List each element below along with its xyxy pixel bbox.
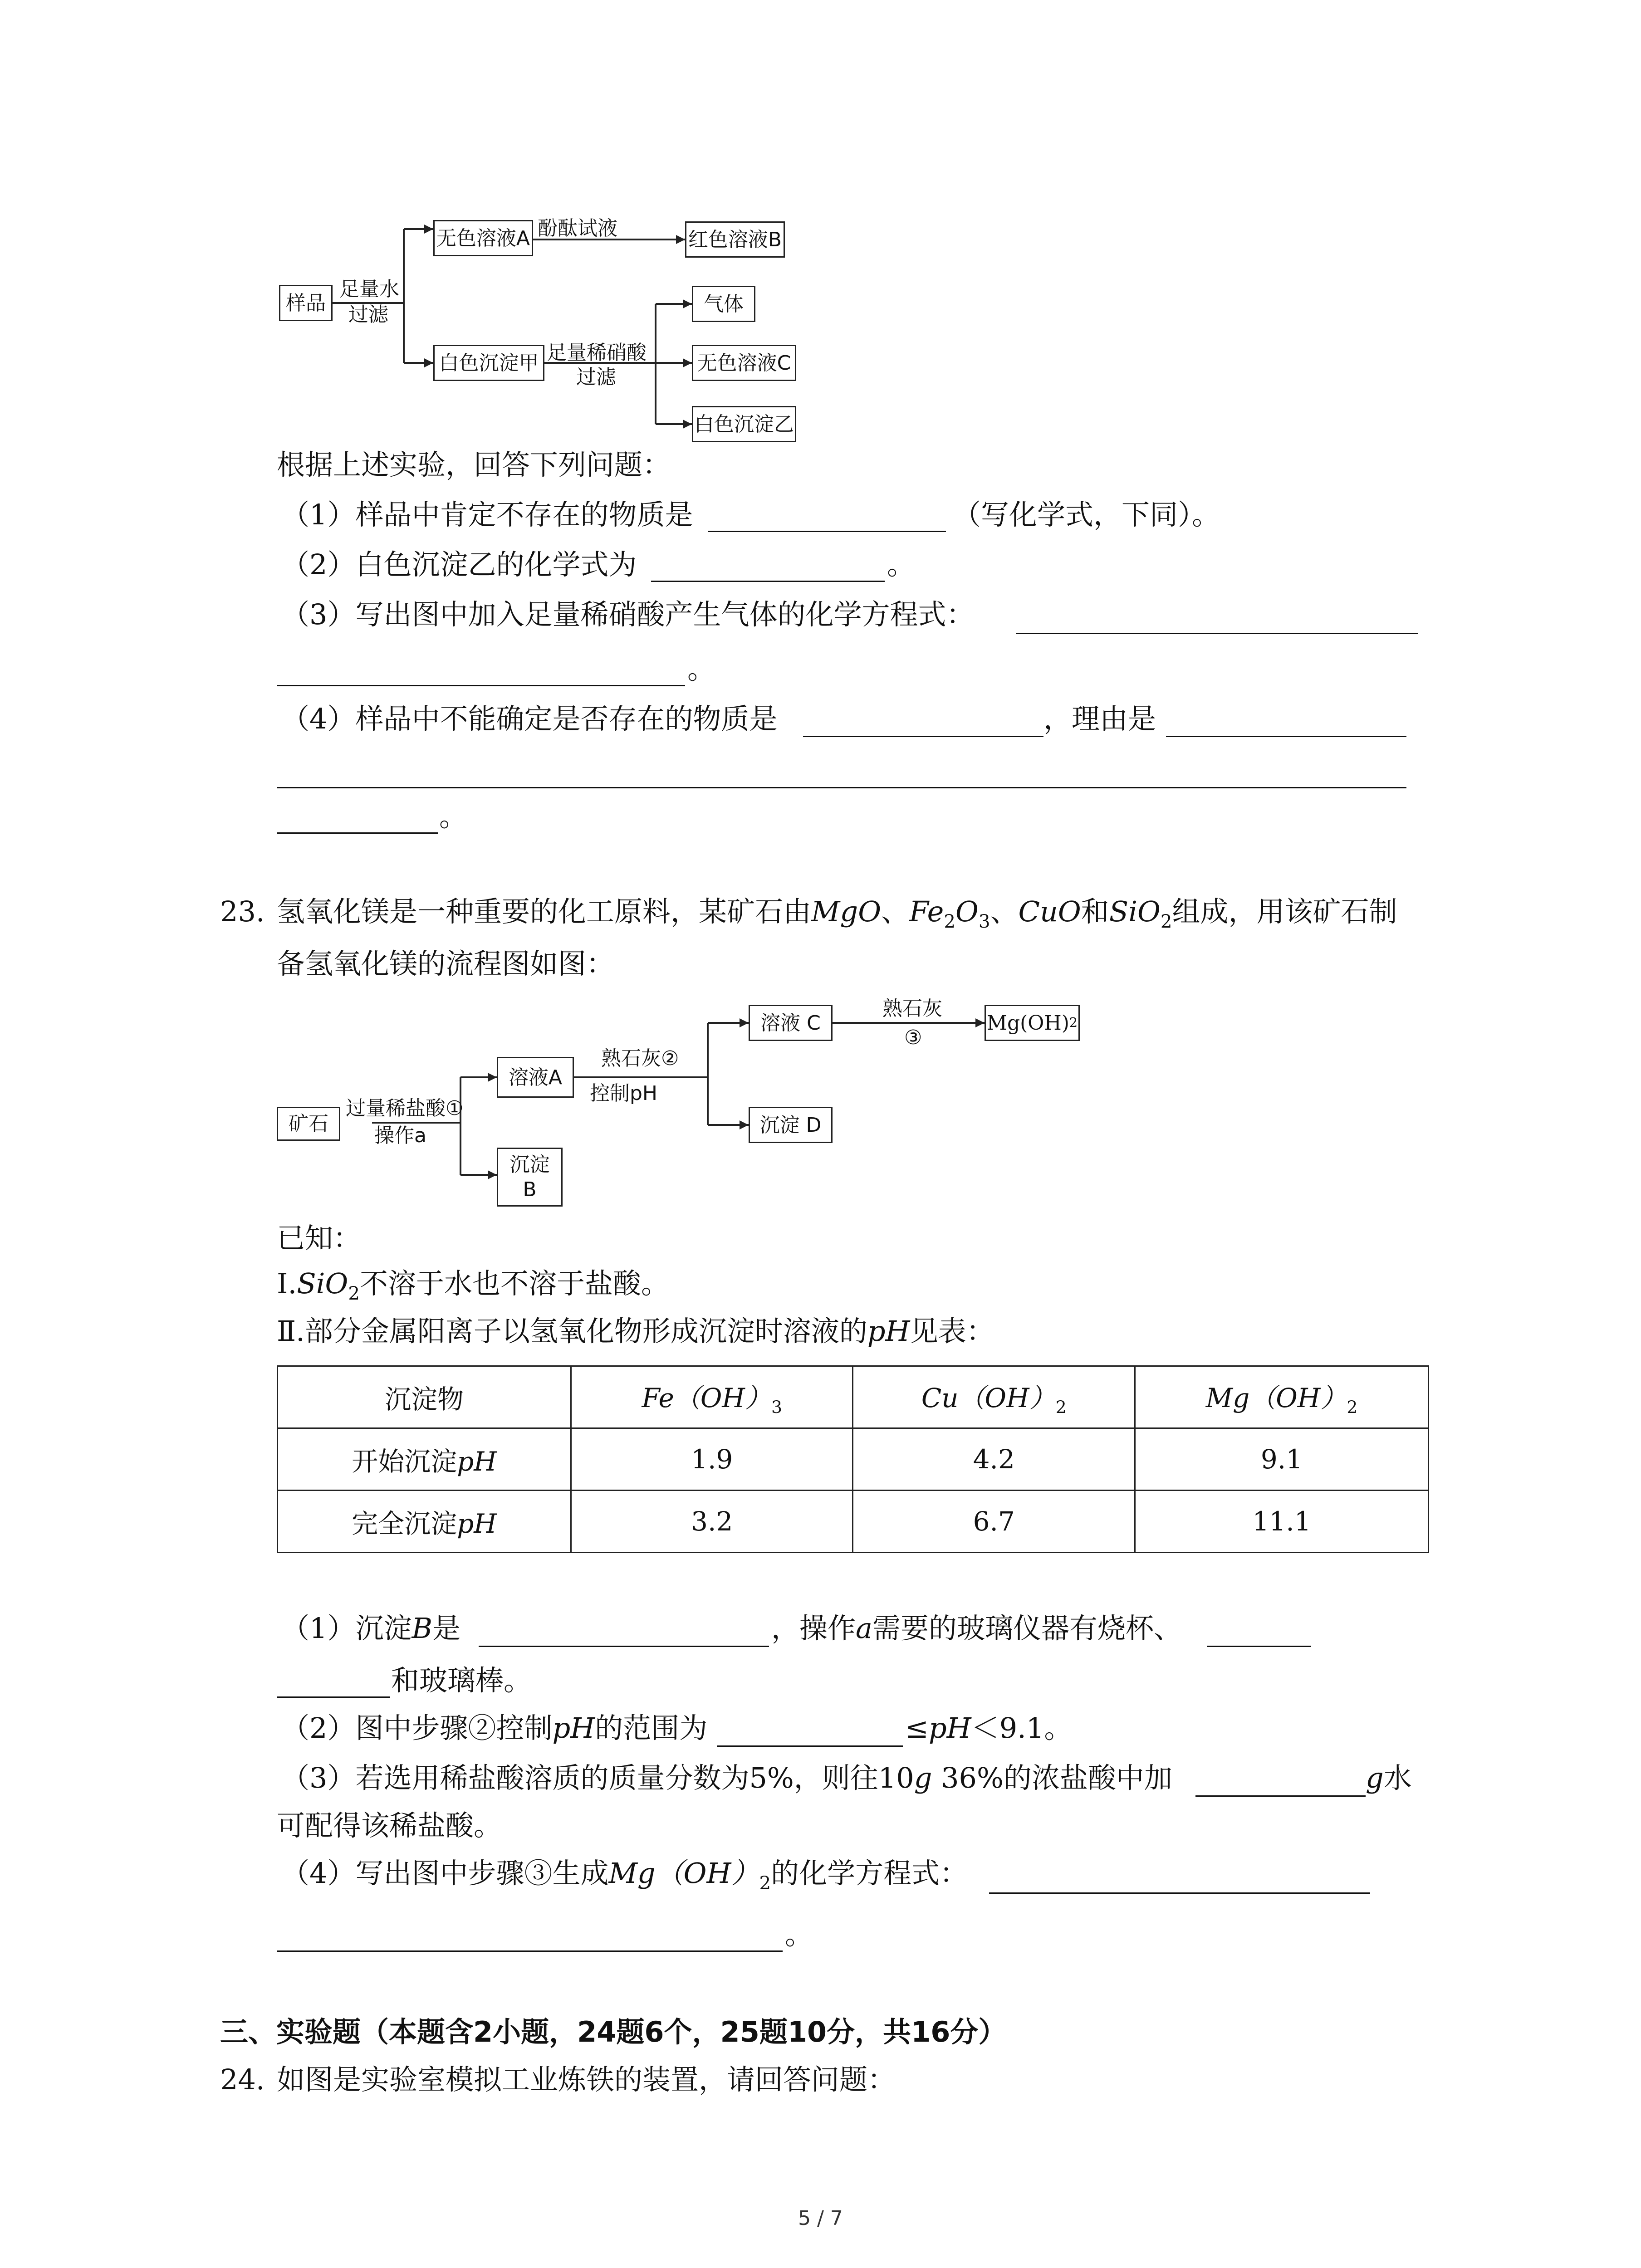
- q23-stem-line2: 备氢氧化镁的流程图如图：: [277, 947, 615, 980]
- nitric-acid-label: 足量稀硝酸: [547, 341, 647, 364]
- q23-1-glassware-blank-line2[interactable]: [277, 1696, 390, 1698]
- q24-number: 24.: [220, 2063, 265, 2096]
- ore-box: 矿石: [277, 1107, 340, 1141]
- q23-2-ph-range-blank[interactable]: [717, 1745, 903, 1747]
- q22-2-end: 。: [887, 548, 916, 581]
- q22-2-prompt: （2）白色沉淀乙的化学式为: [281, 548, 637, 581]
- step1-reagent-label: 足量水: [339, 278, 399, 301]
- solution-a-box-2: 溶液A: [497, 1057, 574, 1098]
- q23-2-end: ≤pH＜9.1。: [905, 1711, 1073, 1745]
- sample-box: 样品: [279, 285, 333, 321]
- precipitate-b-box: [497, 1148, 563, 1207]
- solution-c-box-2: 溶液 C: [749, 1005, 833, 1041]
- gas-box: 气体: [692, 286, 755, 322]
- q23-3-unit: g水: [1366, 1761, 1412, 1794]
- solution-a-box: 无色溶液A: [433, 220, 533, 256]
- q22-3-answer-blank-line1[interactable]: [1016, 633, 1418, 634]
- q22-4-substance-blank[interactable]: [803, 736, 1043, 737]
- q22-4-prompt: （4）样品中不能确定是否存在的物质是: [281, 702, 778, 735]
- q23-3-line2: 可配得该稀盐酸。: [277, 1809, 502, 1842]
- operation-a-label: 操作a: [374, 1124, 426, 1147]
- section-3-heading: 三、实验题（本题含2小题，24题6个，25题10分，共16分）: [220, 2015, 1007, 2048]
- q24-stem: 如图是实验室模拟工业炼铁的装置，请回答问题：: [277, 2063, 896, 2096]
- solution-c-box: 无色溶液C: [692, 345, 796, 381]
- table-row: [278, 1428, 1429, 1491]
- known-heading: 已知：: [277, 1222, 362, 1255]
- q22-3-answer-blank-line2[interactable]: [277, 685, 685, 686]
- control-ph-label: 控制pH: [590, 1082, 658, 1105]
- q23-3-water-mass-blank[interactable]: [1195, 1795, 1366, 1797]
- red-solution-b-box: 红色溶液B: [685, 221, 785, 258]
- q23-4-end: 。: [785, 1918, 813, 1951]
- q22-3-prompt: （3）写出图中加入足量稀硝酸产生气体的化学方程式：: [281, 598, 975, 631]
- q22-1-answer-blank[interactable]: [708, 531, 946, 532]
- known-item-1: Ⅰ.SiO$_2$不溶于水也不溶于盐酸。: [277, 1267, 669, 1305]
- mg-oh-2-product-box: Mg(OH) 2: [985, 1005, 1080, 1041]
- q22-intro: 根据上述实验，回答下列问题：: [277, 448, 671, 481]
- q22-4-reason-blank-line1[interactable]: [1166, 736, 1406, 737]
- q22-1-note: （写化学式，下同）。: [953, 498, 1220, 531]
- q23-1-end: 和玻璃棒。: [391, 1664, 532, 1697]
- hcl-step-label: 过量稀盐酸①: [346, 1097, 464, 1120]
- header-mg-oh-2: $Mg(OH)_2$: [1135, 1366, 1429, 1428]
- q23-1-operation-text: ，操作a需要的玻璃仪器有烧杯、: [771, 1612, 1182, 1645]
- table-cell: 4.2: [853, 1428, 1135, 1491]
- step1-operation-label: 过滤: [348, 303, 388, 326]
- row-label: 完全沉淀pH: [278, 1491, 571, 1553]
- precipitation-ph-table: [277, 1365, 1429, 1553]
- step3-number-label: ③: [904, 1026, 922, 1049]
- table-row: [278, 1491, 1429, 1553]
- header-cu-oh-2: $Cu(OH)_2$: [853, 1366, 1135, 1428]
- q22-4-end: 。: [439, 800, 468, 833]
- precipitate-b-line1: 沉淀: [509, 1153, 550, 1176]
- white-precipitate-jia-box: 白色沉淀甲: [433, 345, 544, 381]
- q22-1-prompt: （1）样品中肯定不存在的物质是: [281, 498, 693, 531]
- known-item-2: Ⅱ.部分金属阳离子以氢氧化物形成沉淀时溶液的pH见表：: [277, 1315, 994, 1348]
- q23-4-equation-blank-line1[interactable]: [989, 1892, 1370, 1894]
- q23-3-prompt: （3）若选用稀盐酸溶质的质量分数为5%，则往10g 36%的浓盐酸中加: [281, 1761, 1172, 1794]
- q23-number: 23.: [220, 895, 265, 928]
- q23-1-prompt: （1）沉淀B是: [281, 1612, 461, 1645]
- q22-3-end: 。: [687, 652, 716, 685]
- table-cell: 11.1: [1135, 1491, 1429, 1553]
- q23-1-glassware-blank-line1[interactable]: [1207, 1646, 1311, 1647]
- page-number: 5 / 7: [798, 2207, 843, 2230]
- table-cell: 6.7: [853, 1491, 1135, 1553]
- q22-2-answer-blank[interactable]: [651, 581, 885, 582]
- precipitate-b-line2: B: [523, 1178, 537, 1201]
- q23-4-prompt: （4）写出图中步骤③生成$Mg(OH)_2$的化学方程式：: [281, 1857, 968, 1894]
- q22-4-reason-label: ，理由是: [1043, 702, 1156, 735]
- header-fe-oh-3: $Fe(OH)_3$: [571, 1366, 853, 1428]
- lime-step2-label: 熟石灰②: [601, 1047, 679, 1070]
- q23-stem-line1: 氢氧化镁是一种重要的化工原料，某矿石由MgO、$Fe_2O_3$、CuO和SiO$_2$组成，用该矿石制: [277, 895, 1397, 933]
- white-precipitate-yi-box: 白色沉淀乙: [692, 406, 796, 442]
- lime-step3-label: 熟石灰: [882, 997, 942, 1020]
- step2-operation-label: 过滤: [576, 366, 616, 389]
- q22-4-reason-blank-line3[interactable]: [277, 832, 438, 834]
- header-precipitate: 沉淀物: [278, 1366, 571, 1428]
- q23-1-precipitate-blank[interactable]: [479, 1646, 769, 1647]
- q22-4-reason-blank-line2[interactable]: [277, 787, 1406, 788]
- table-cell: 3.2: [571, 1491, 853, 1553]
- table-cell: 9.1: [1135, 1428, 1429, 1491]
- table-cell: 1.9: [571, 1428, 853, 1491]
- q23-4-equation-blank-line2[interactable]: [277, 1950, 783, 1952]
- table-header-row: [278, 1366, 1429, 1428]
- q23-2-prompt: （2）图中步骤②控制pH的范围为: [281, 1711, 708, 1745]
- precipitate-d-box: 沉淀 D: [749, 1107, 833, 1143]
- row-label: 开始沉淀pH: [278, 1428, 571, 1491]
- phenolphthalein-label: 酚酞试液: [538, 217, 617, 240]
